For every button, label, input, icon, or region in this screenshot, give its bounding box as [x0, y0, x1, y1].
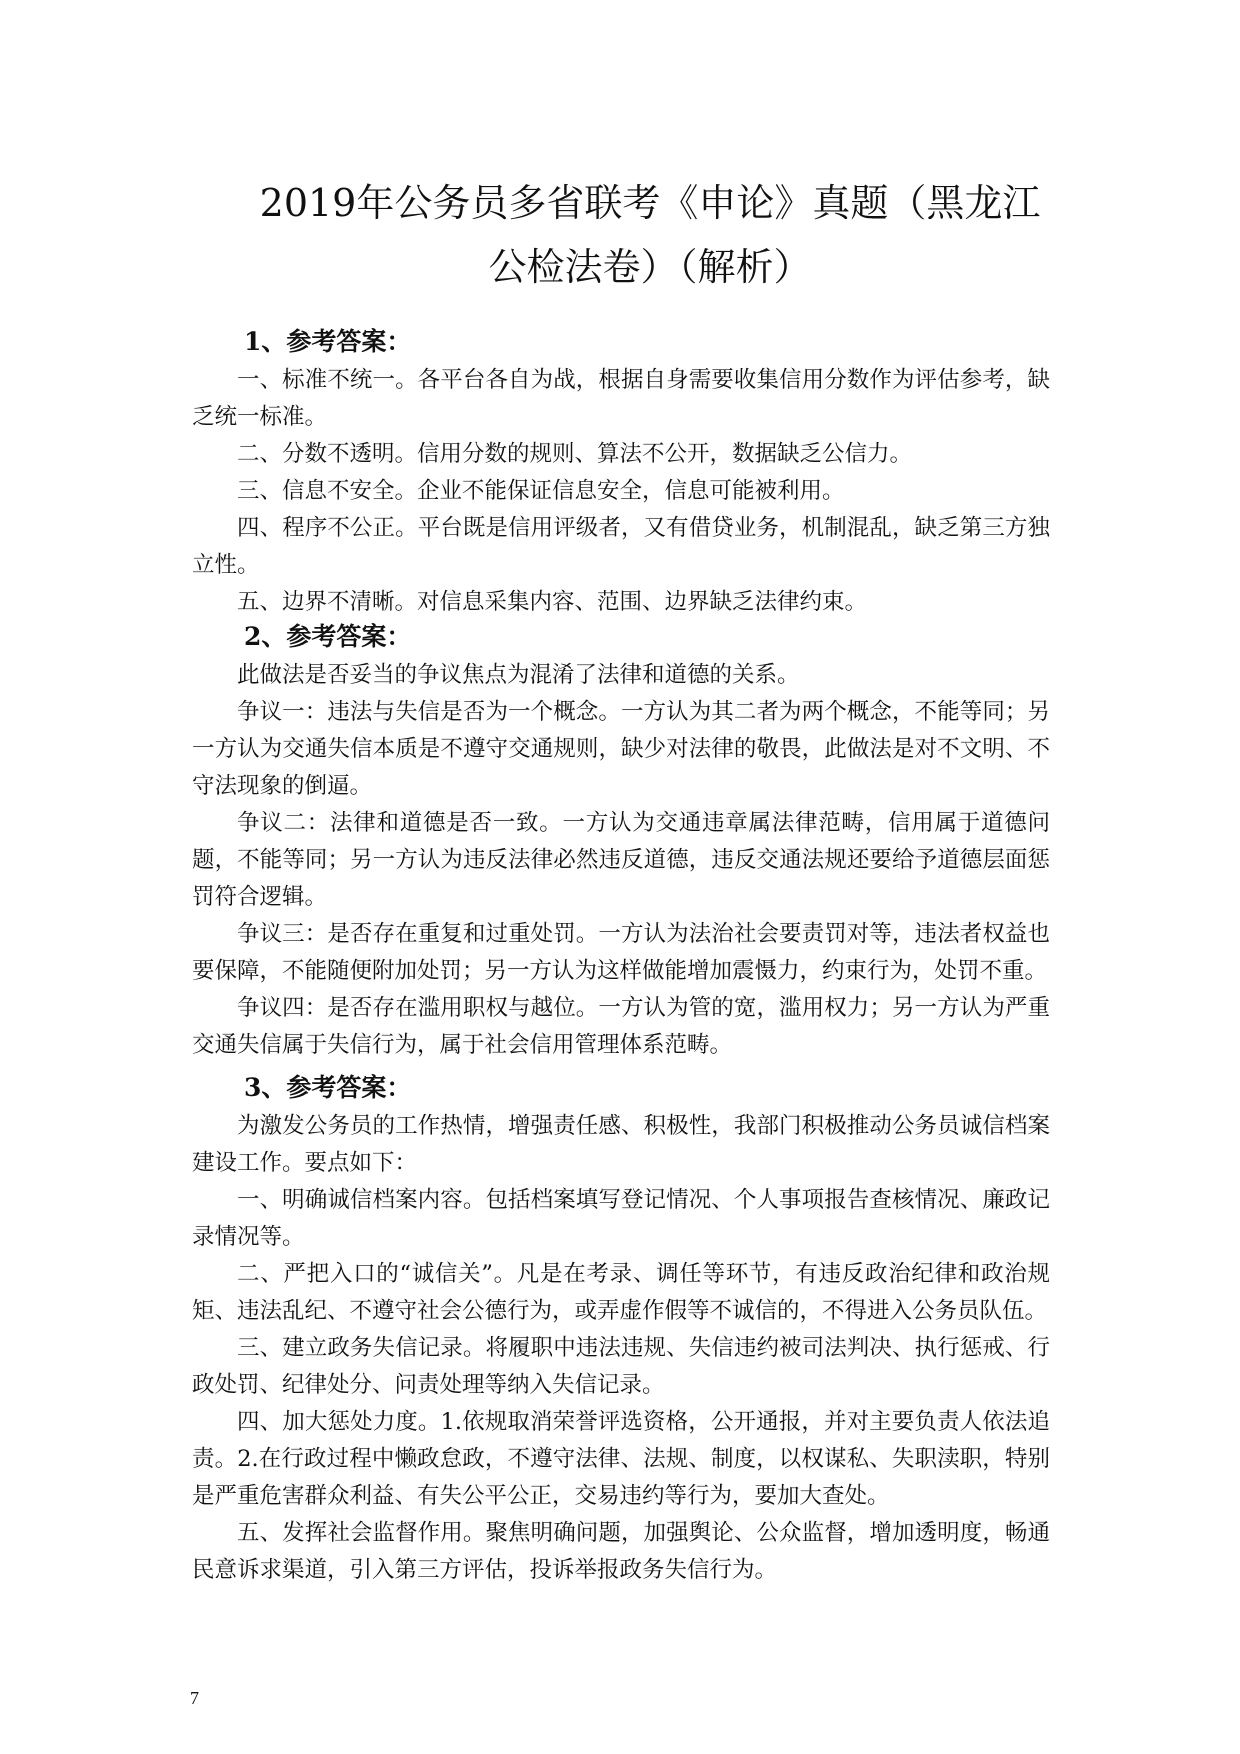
paragraph: 此做法是否妥当的争议焦点为混淆了法律和道德的关系。 [237, 662, 800, 688]
page-number: 7 [190, 1688, 199, 1708]
answer-section-2 [192, 617, 1050, 1064]
document-title-line-2: 公检法卷）（解析） [488, 245, 812, 289]
paragraph: 四、程序不公正。平台既是信用评级者，又有借贷业务，机制混乱，缺乏第三方独立性。 [192, 515, 1050, 578]
section-heading: 2、参考答案： [244, 622, 412, 651]
paragraph: 争议二：法律和道德是否一致。一方认为交通违章属法律范畴，信用属于道德问题，不能等同；另一方认为违反法律必然违反道德，违反交通法规还要给予道德层面惩罚符合逻辑。 [192, 810, 1050, 910]
paragraph: 四、加大惩处力度。1.依规取消荣誉评选资格，公开通报，并对主要负责人依法追责。2.在行政过程中懒政怠政，不遵守法律、法规、制度，以权谋私、失职渎职，特别是严重危害群众利益、有失公平公正，交易违约等行为，要加大查处。 [192, 1409, 1050, 1509]
paragraph: 一、明确诚信档案内容。包括档案填写登记情况、个人事项报告查核情况、廉政记录情况等。 [192, 1187, 1050, 1250]
answer-section-3 [192, 1068, 1050, 1589]
paragraph: 三、建立政务失信记录。将履职中违法违规、失信违约被司法判决、执行惩戒、行政处罚、纪律处分、问责处理等纳入失信记录。 [192, 1335, 1050, 1398]
paragraph: 争议四：是否存在滥用职权与越位。一方认为管的宽，滥用权力；另一方认为严重交通失信属于失信行为，属于社会信用管理体系范畴。 [192, 995, 1050, 1058]
paragraph: 五、边界不清晰。对信息采集内容、范围、边界缺乏法律约束。 [237, 589, 868, 615]
paragraph: 二、严把入口的“诚信关”。凡是在考录、调任等环节，有违反政治纪律和政治规矩、违法乱纪、不遵守社会公德行为，或弄虚作假等不诚信的，不得进入公务员队伍。 [192, 1261, 1050, 1324]
paragraph: 争议三：是否存在重复和过重处罚。一方认为法治社会要责罚对等，违法者权益也要保障，不能随便附加处罚；另一方认为这样做能增加震慑力，约束行为，处罚不重。 [192, 921, 1050, 984]
paragraph: 为激发公务员的工作热情，增强责任感、积极性，我部门积极推动公务员诚信档案建设工作。要点如下： [192, 1113, 1050, 1176]
paragraph: 五、发挥社会监督作用。聚焦明确问题，加强舆论、公众监督，增加透明度，畅通民意诉求渠道，引入第三方评估，投诉举报政务失信行为。 [192, 1520, 1050, 1583]
paragraph: 一、标准不统一。各平台各自为战，根据自身需要收集信用分数作为评估参考，缺乏统一标准。 [192, 367, 1050, 430]
paragraph: 三、信息不安全。企业不能保证信息安全，信息可能被利用。 [237, 478, 845, 504]
paragraph: 争议一：违法与失信是否为一个概念。一方认为其二者为两个概念，不能等同；另一方认为交通失信本质是不遵守交通规则，缺少对法律的敬畏，此做法是对不文明、不守法现象的倒逼。 [192, 699, 1050, 799]
section-heading: 3、参考答案： [244, 1073, 412, 1102]
answer-section-1 [192, 322, 1050, 621]
document-title-line-1: 2019年公务员多省联考《申论》真题（黑龙江 [259, 181, 1041, 225]
paragraph: 二、分数不透明。信用分数的规则、算法不公开，数据缺乏公信力。 [237, 441, 913, 467]
section-heading: 1、参考答案： [244, 327, 412, 356]
